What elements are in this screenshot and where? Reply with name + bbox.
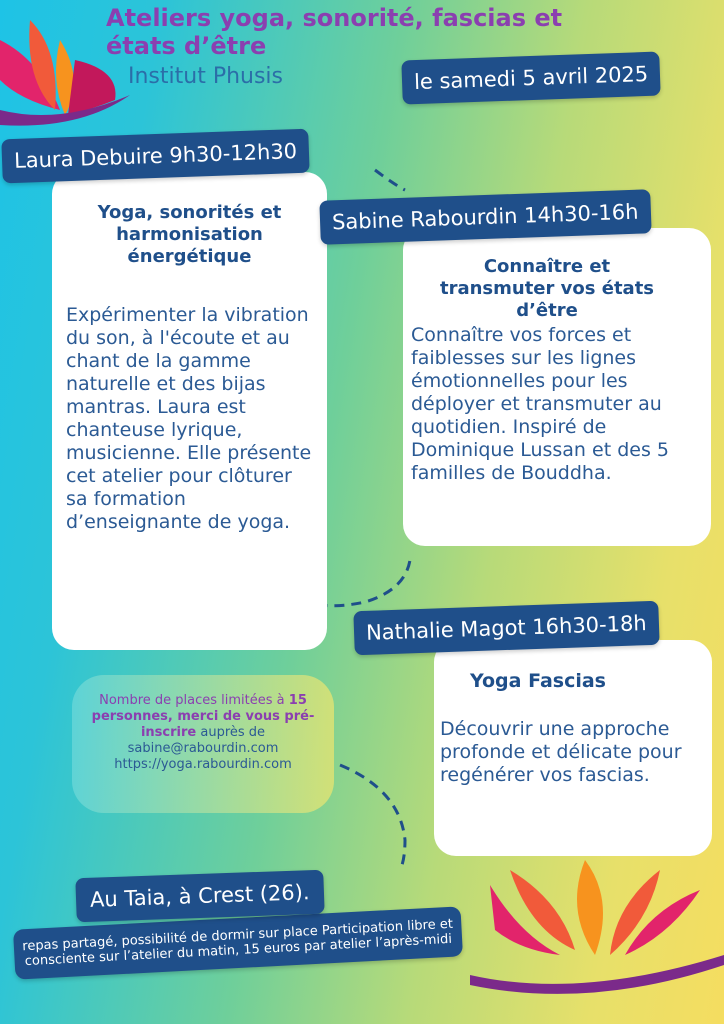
workshop-3-title: Yoga Fascias bbox=[469, 670, 606, 692]
registration-info bbox=[72, 675, 334, 813]
workshop-2-title: Connaître et transmuter vos états d’être bbox=[439, 256, 655, 321]
institute-name: Institut Phusis bbox=[128, 64, 284, 89]
website-link[interactable]: https://yoga.rabourdin.com bbox=[114, 757, 292, 772]
location-pill: Au Taia, à Crest (26). bbox=[75, 870, 324, 923]
workshop-3-text: Découvrir une approche profonde et délicate pour regénérer vos fascias. bbox=[440, 718, 682, 786]
workshop-1-pill: Laura Debuire 9h30-12h30 bbox=[1, 129, 309, 184]
contact-email[interactable]: sabine@rabourdin.com bbox=[127, 741, 279, 756]
page-title: Ateliers yoga, sonorité, fascias et états d’être bbox=[106, 4, 563, 60]
workshop-3-pill: Nathalie Magot 16h30-18h bbox=[353, 601, 659, 656]
workshop-3-card bbox=[434, 640, 712, 856]
event-date-badge: le samedi 5 avril 2025 bbox=[401, 52, 661, 105]
lotus-icon bbox=[470, 860, 724, 994]
workshop-2-text: Connaître vos forces et faiblesses sur les lignes émotionnelles pour les déployer et transmuter au quotidien. Inspiré de Dominique Lussan et des 5 familles de Bouddha. bbox=[411, 324, 669, 484]
workshop-1-card bbox=[52, 172, 327, 650]
workshop-1-text: Expérimenter la vibration du son, à l'écoute et au chant de la gamme naturelle et des bijas mantras. Laura est chanteuse lyrique, musicienne. Elle présente cet atelier pour clôturer sa formation d’enseignante de yoga. bbox=[66, 304, 312, 533]
location-note: repas partagé, possibilité de dormir sur place Participation libre et consciente sur l’atelier du matin, 15 euros par atelier l’après-midi bbox=[13, 906, 463, 979]
registration-lead: Nombre de places limitées à bbox=[99, 693, 285, 708]
registration-limit: 15 personnes, merci de vous pré-inscrire bbox=[91, 693, 315, 740]
workshop-2-card bbox=[403, 228, 711, 546]
registration-rest: auprès de bbox=[200, 725, 266, 740]
workshop-2-pill: Sabine Rabourdin 14h30-16h bbox=[319, 189, 651, 245]
workshop-1-title: Yoga, sonorités et harmonisation énergétique bbox=[97, 202, 282, 267]
